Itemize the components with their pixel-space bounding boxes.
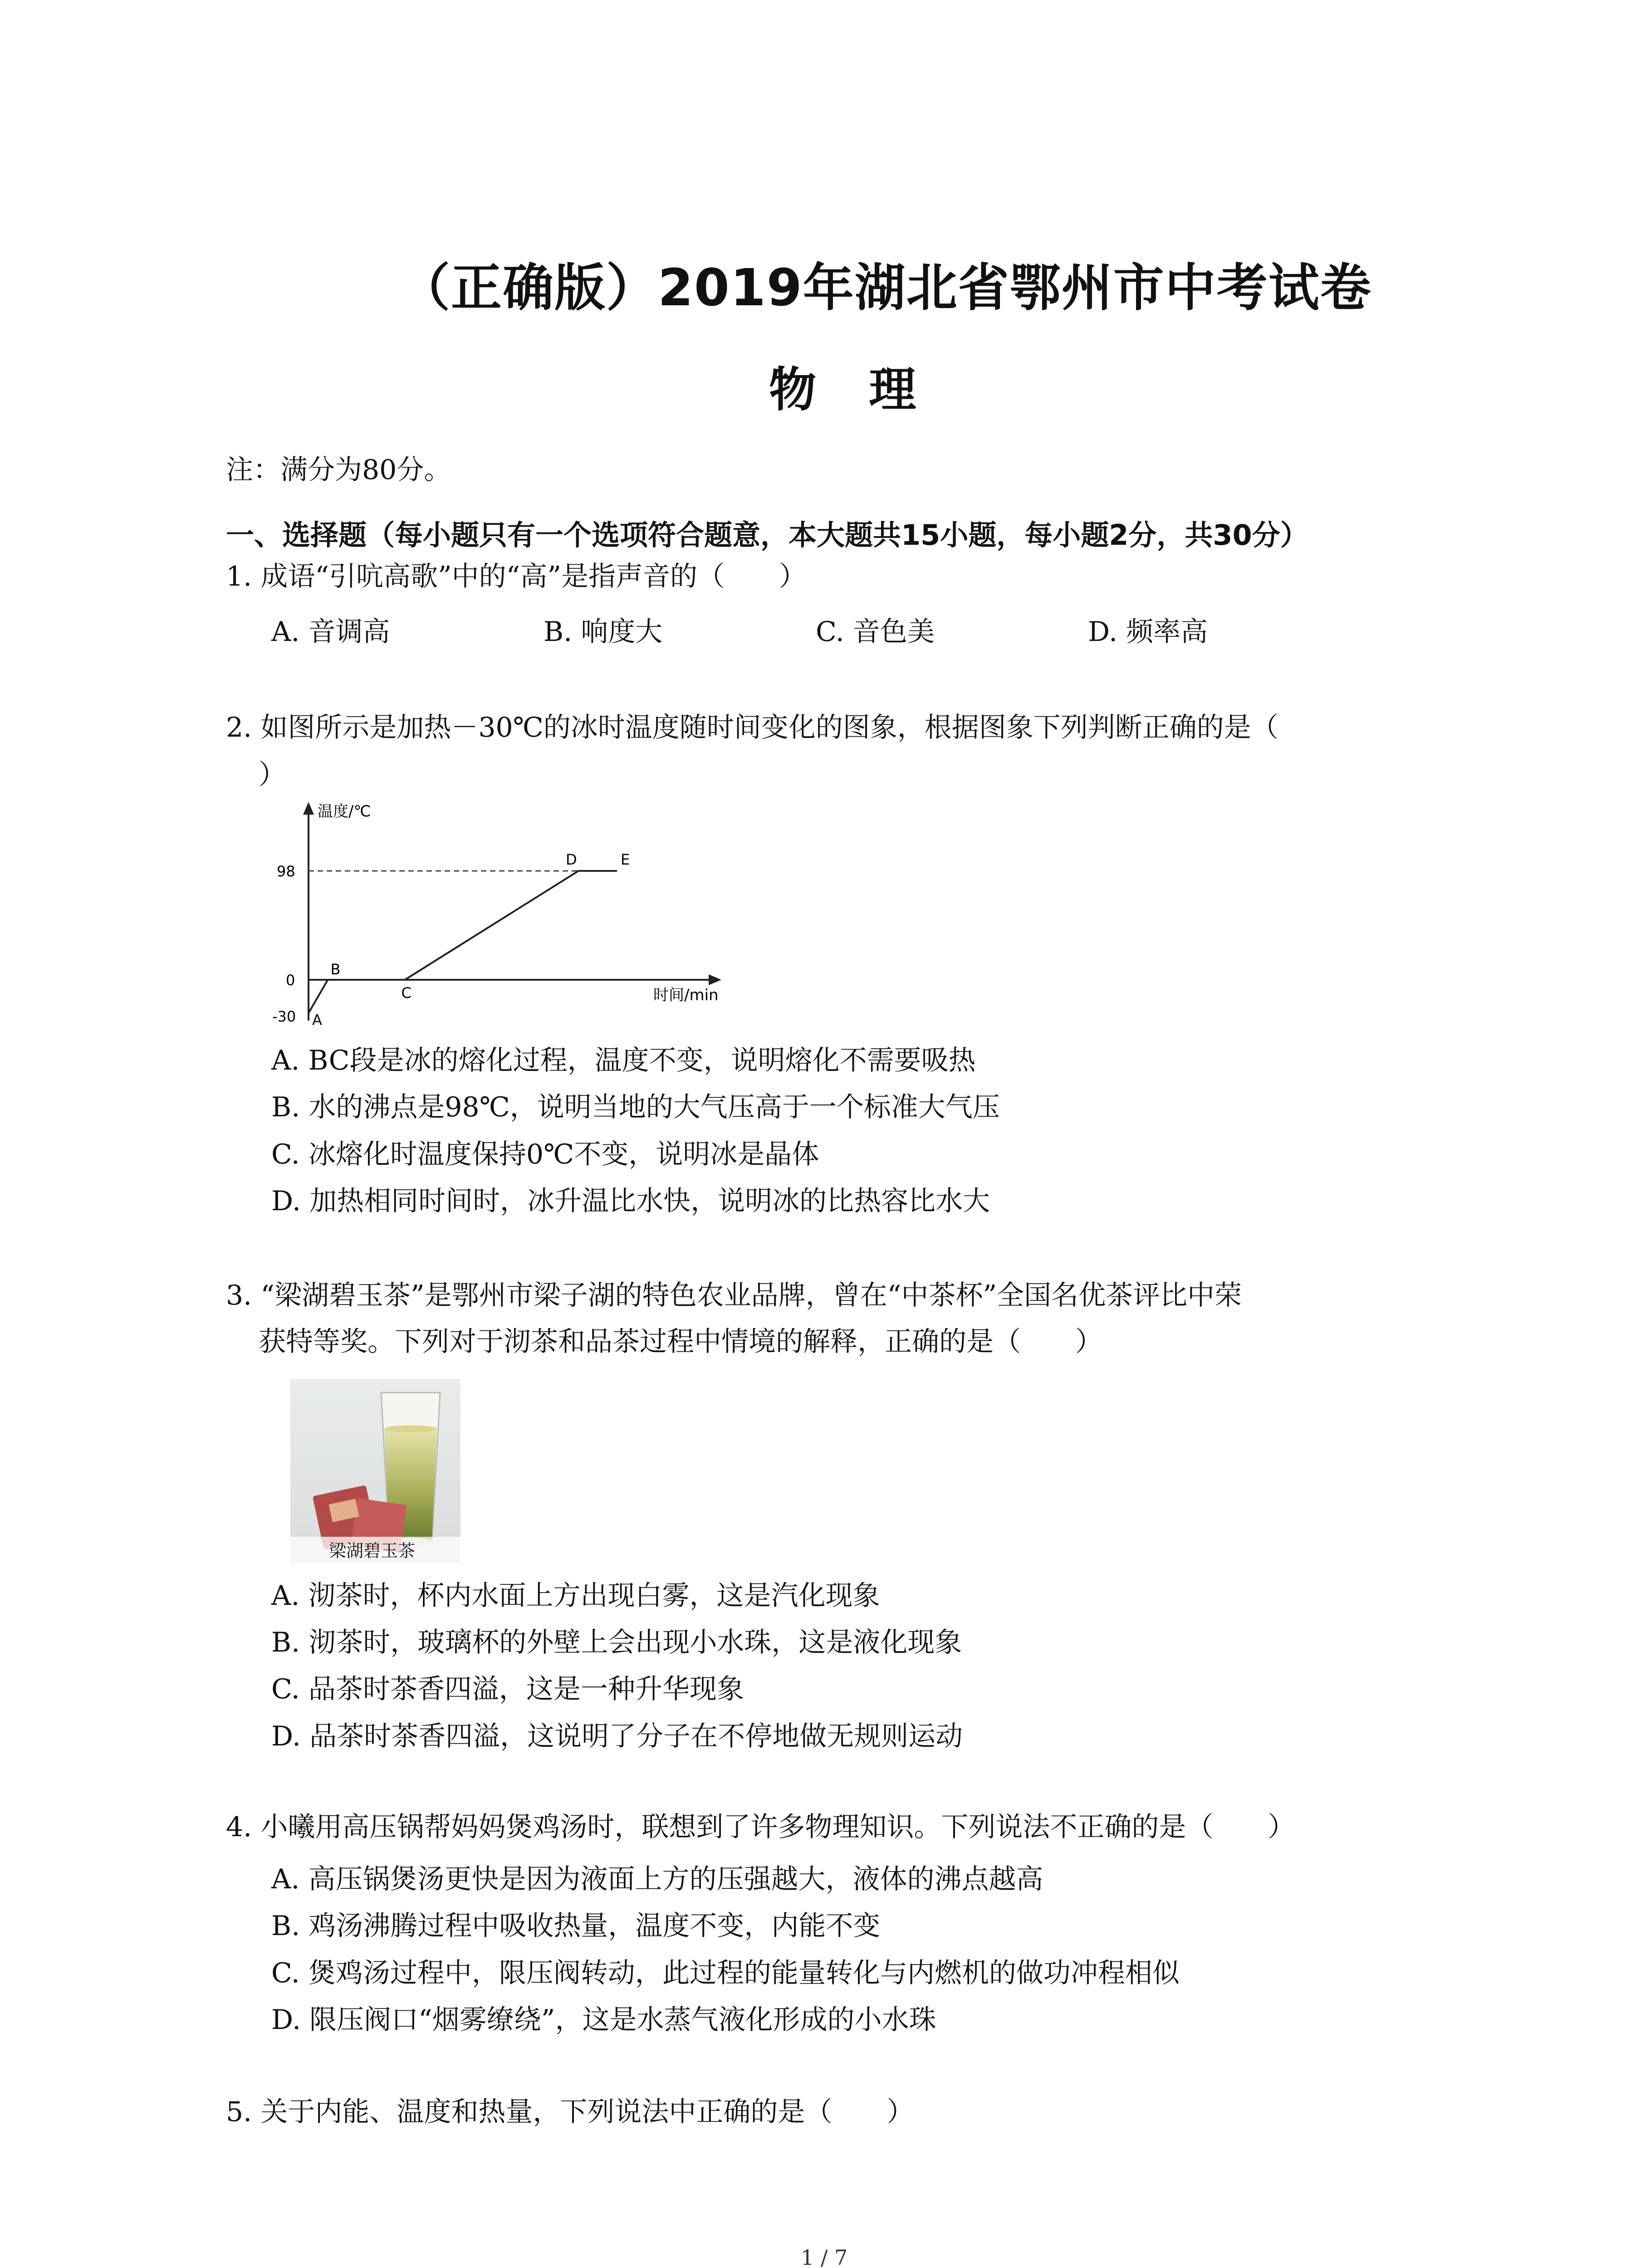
point-label-d: D xyxy=(566,851,577,868)
point-label-a: A xyxy=(312,1011,322,1029)
temperature-curve xyxy=(309,871,617,1013)
q2-option-a: A. BC段是冰的熔化过程，温度不变，说明熔化不需要吸热 xyxy=(271,1045,976,1076)
q3-option-c: C. 品茶时茶香四溢，这是一种升华现象 xyxy=(271,1673,744,1705)
tea-photo xyxy=(290,1379,460,1563)
y-tick-98: 98 xyxy=(277,863,295,880)
q3-option-b: B. 沏茶时，玻璃杯的外壁上会出现小水珠，这是液化现象 xyxy=(271,1627,962,1658)
photo-caption: 梁湖碧玉茶 xyxy=(328,1541,416,1561)
y-tick-neg30: -30 xyxy=(272,1008,296,1025)
q1-option-c: C. 音色美 xyxy=(816,616,935,648)
score-note: 注：满分为80分。 xyxy=(226,454,451,486)
x-axis-arrow xyxy=(709,974,721,985)
point-label-b: B xyxy=(330,961,341,978)
y-axis-label: 温度/℃ xyxy=(318,802,371,821)
y-tick-0: 0 xyxy=(286,972,295,989)
question-5-stem: 5. 关于内能、温度和热量，下列说法中正确的是（ ） xyxy=(226,2096,914,2128)
document-title: （正确版）2019年湖北省鄂州市中考试卷 xyxy=(399,259,1372,318)
q4-option-b: B. 鸡汤沸腾过程中吸收热量，温度不变，内能不变 xyxy=(271,1910,881,1942)
q1-option-b: B. 响度大 xyxy=(544,616,663,648)
question-3-stem-line2: 获特等奖。下列对于沏茶和品茶过程中情境的解释，正确的是（ ） xyxy=(259,1326,1102,1358)
q4-option-d: D. 限压阀口“烟雾缭绕”，这是水蒸气液化形成的小水珠 xyxy=(271,2004,936,2036)
question-2-stem-line2: ） xyxy=(259,759,286,791)
question-2-stem-line1: 2. 如图所示是加热－30℃的冰时温度随时间变化的图象，根据图象下列判断正确的是（ xyxy=(226,712,1279,743)
q4-option-c: C. 煲鸡汤过程中，限压阀转动，此过程的能量转化与内燃机的做功冲程相似 xyxy=(271,1957,1180,1989)
x-axis-label: 时间/min xyxy=(653,986,719,1004)
q2-option-d: D. 加热相同时间时，冰升温比水快，说明冰的比热容比水大 xyxy=(271,1185,990,1217)
question-3-stem-line1: 3. “梁湖碧玉茶”是鄂州市梁子湖的特色农业品牌，曾在“中茶杯”全国名优茶评比中荣 xyxy=(226,1280,1242,1311)
point-label-e: E xyxy=(621,851,630,868)
point-label-c: C xyxy=(401,984,411,1002)
temperature-time-graph xyxy=(254,798,726,1034)
q3-option-d: D. 品茶时茶香四溢，这说明了分子在不停地做无规则运动 xyxy=(271,1721,963,1752)
q4-option-a: A. 高压锅煲汤更快是因为液面上方的压强越大，液体的沸点越高 xyxy=(271,1863,1043,1895)
q3-option-a: A. 沏茶时，杯内水面上方出现白雾，这是汽化现象 xyxy=(271,1580,880,1612)
q2-option-b: B. 水的沸点是98℃，说明当地的大气压高于一个标准大气压 xyxy=(271,1091,1000,1123)
subject-title: 物 理 xyxy=(769,362,935,417)
section-heading: 一、选择题（每小题只有一个选项符合题意，本大题共15小题，每小题2分，共30分） xyxy=(226,518,1308,552)
page-number: 1 / 7 xyxy=(801,2245,848,2268)
q2-option-c: C. 冰熔化时温度保持0℃不变，说明冰是晶体 xyxy=(271,1139,819,1170)
q1-option-d: D. 频率高 xyxy=(1088,616,1208,648)
question-4-stem: 4. 小曦用高压锅帮妈妈煲鸡汤时，联想到了许多物理知识。下列说法不正确的是（ ） xyxy=(226,1811,1295,1843)
question-1-stem: 1. 成语“引吭高歌”中的“高”是指声音的（ ） xyxy=(226,561,807,592)
y-axis-arrow xyxy=(303,802,314,815)
q1-option-a: A. 音调高 xyxy=(271,616,390,648)
